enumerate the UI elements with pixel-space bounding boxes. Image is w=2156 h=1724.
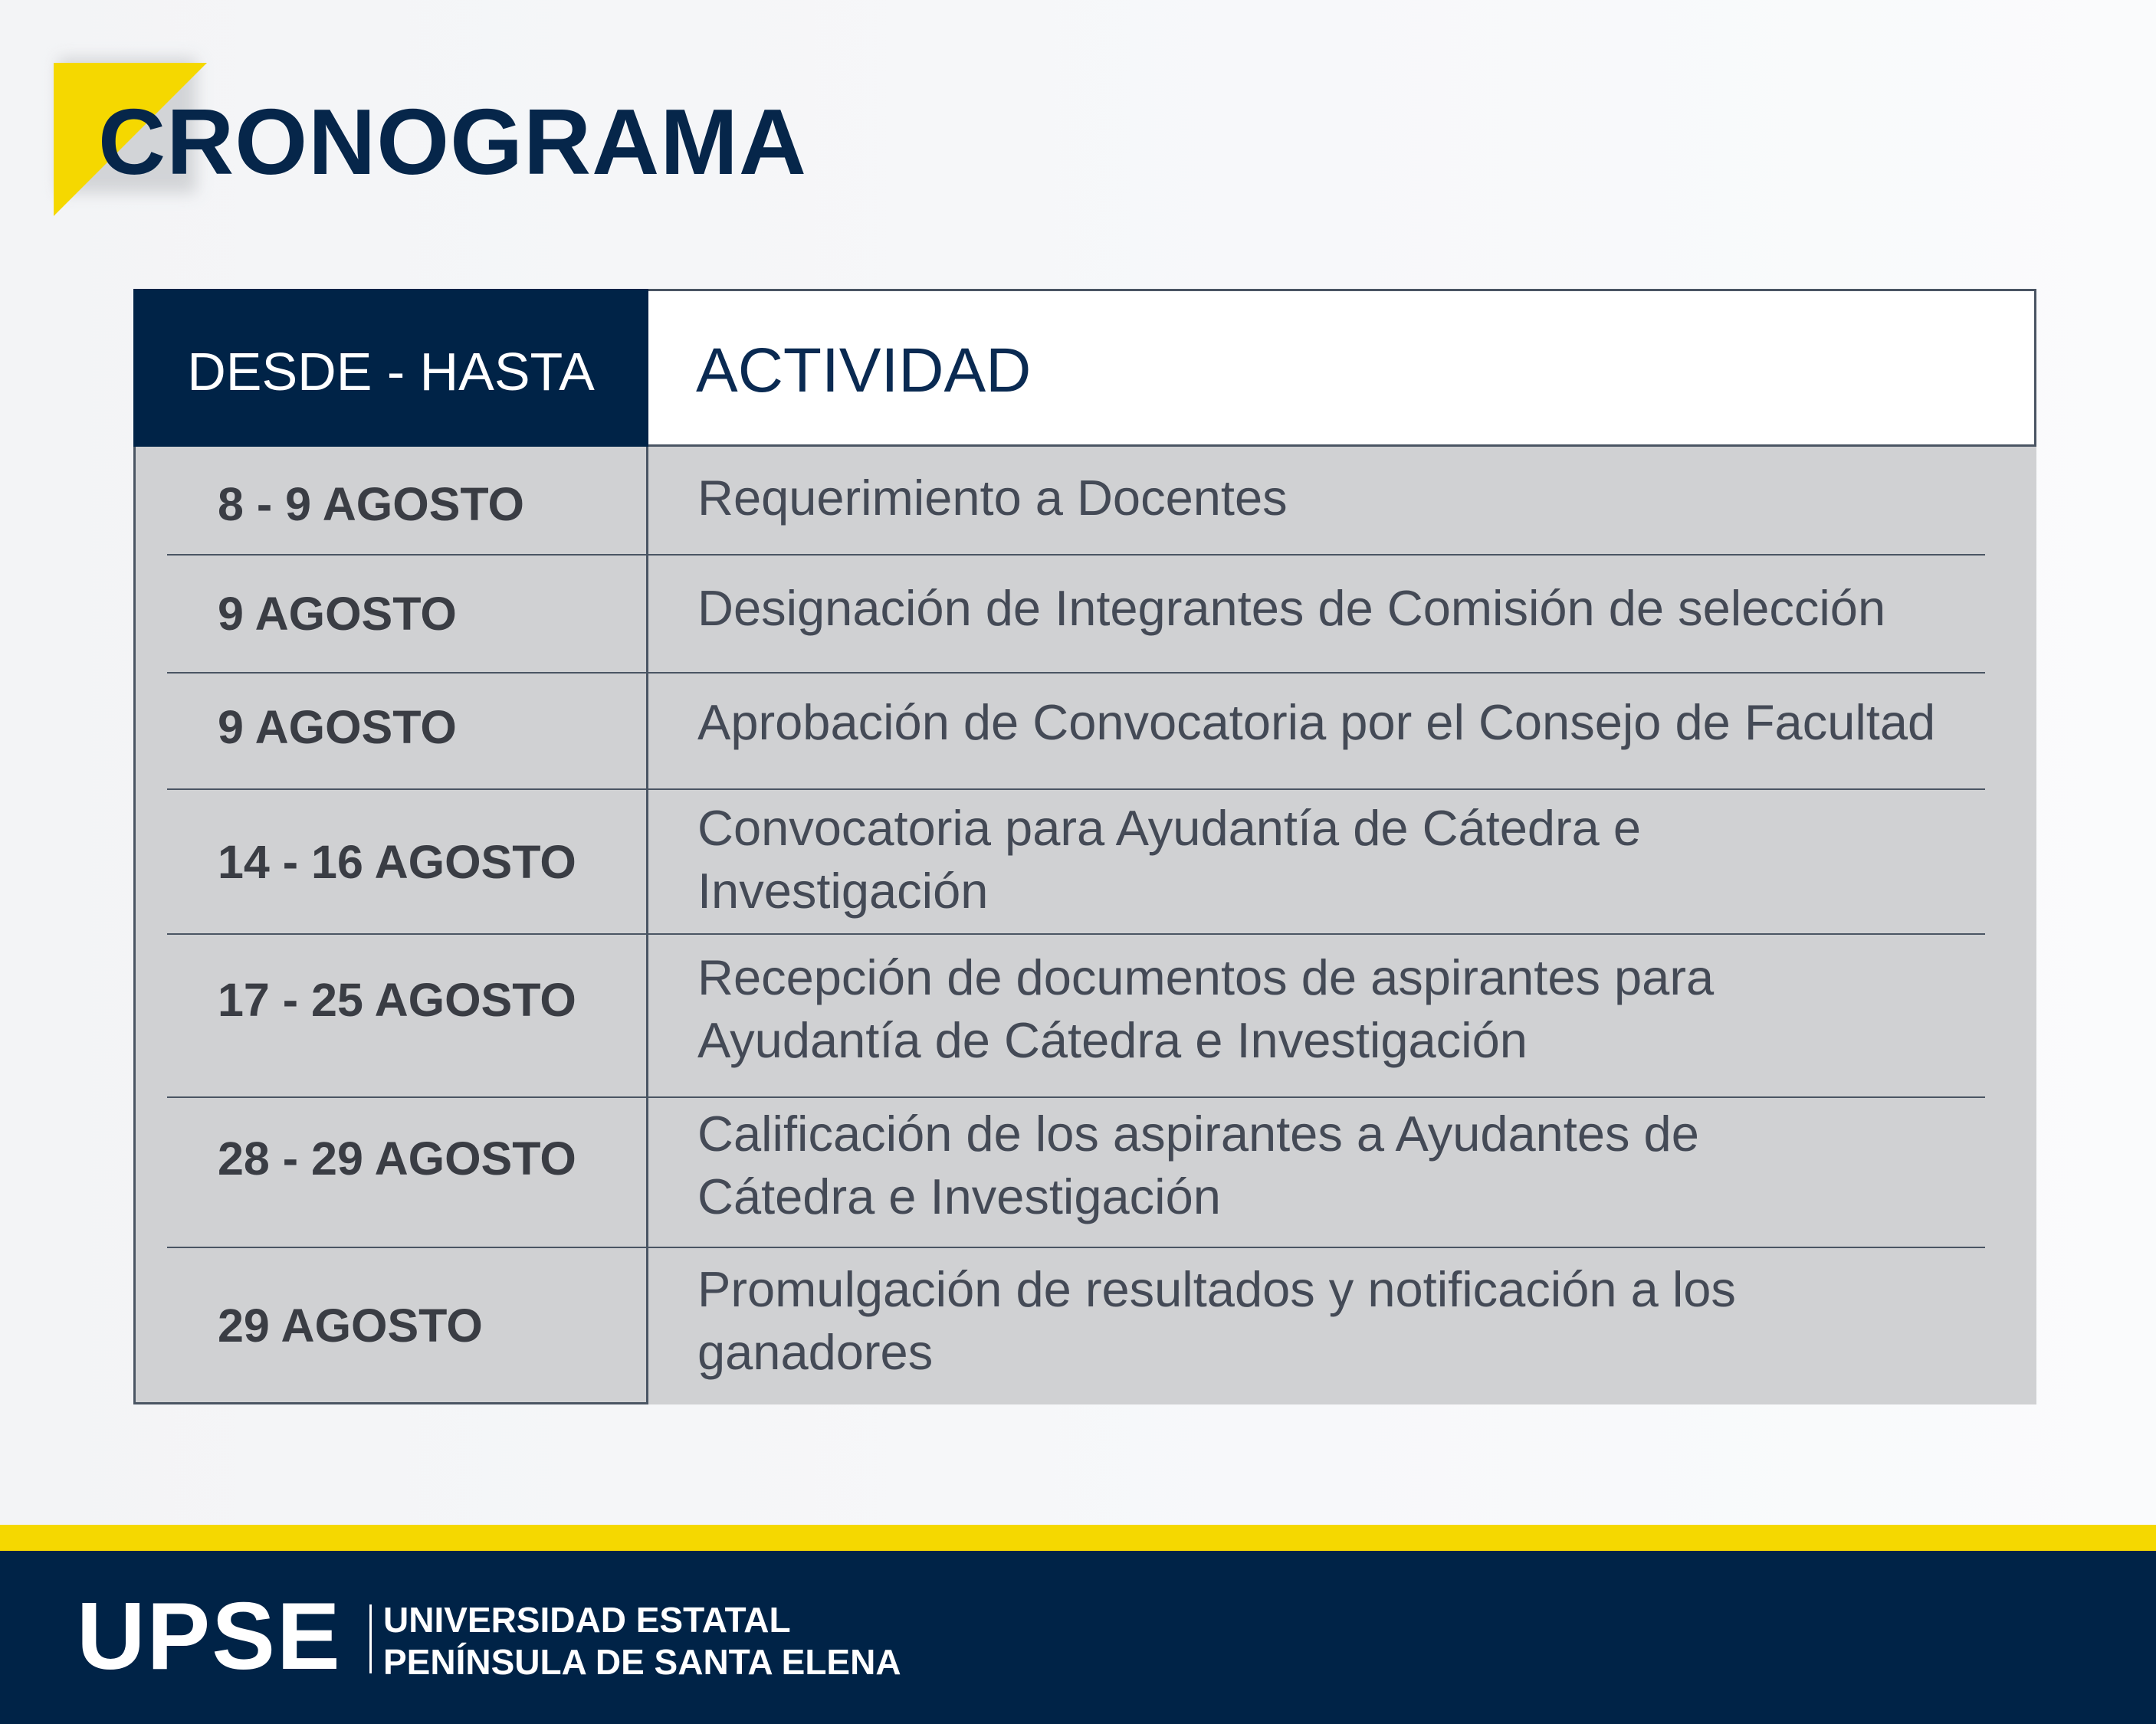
table-row-date: 9 AGOSTO	[218, 588, 457, 640]
row-divider	[167, 554, 1985, 556]
upse-logo: UPSE	[77, 1584, 342, 1690]
row-divider	[167, 933, 1985, 935]
row-divider	[167, 1247, 1985, 1248]
table-row-activity: Calificación de los aspirantes a Ayudantes de Cátedra e Investigación	[697, 1106, 1699, 1224]
table-row-activity: Requerimiento a Docentes	[697, 470, 1288, 526]
header-activity-label: ACTIVIDAD	[696, 336, 1032, 405]
table-row-activity: Promulgación de resultados y notificación a los ganadores	[697, 1261, 1736, 1380]
row-divider	[167, 788, 1985, 790]
table-row-date: 9 AGOSTO	[218, 701, 457, 753]
header-activity-cell	[648, 289, 2036, 447]
university-name-line1: UNIVERSIDAD ESTATAL	[383, 1600, 791, 1640]
header-date-range-label: DESDE - HASTA	[187, 342, 595, 402]
row-divider	[167, 672, 1985, 674]
table-row-activity: Convocatoria para Ayudantía de Cátedra e Investigación	[697, 800, 1642, 919]
schedule-table	[133, 289, 2036, 1404]
table-row-activity: Designación de Integrantes de Comisión de selección	[697, 580, 1886, 636]
logo-divider	[369, 1604, 372, 1673]
row-divider	[167, 1096, 1985, 1098]
footer-yellow-stripe	[0, 1525, 2156, 1551]
table-row-date: 8 - 9 AGOSTO	[218, 478, 524, 530]
header-date-range-cell	[133, 289, 648, 447]
table-row-activity: Recepción de documentos de aspirantes para Ayudantía de Cátedra e Investigación	[697, 949, 1715, 1068]
table-row-activity: Aprobación de Convocatoria por el Consejo de Facultad	[697, 694, 1936, 750]
table-row-date: 17 - 25 AGOSTO	[218, 974, 576, 1026]
university-name-line2: PENÍNSULA DE SANTA ELENA	[383, 1642, 901, 1682]
page-title: CRONOGRAMA	[98, 90, 807, 194]
table-row-date: 14 - 16 AGOSTO	[218, 836, 576, 888]
table-row-date: 29 AGOSTO	[218, 1300, 483, 1352]
table-row-date: 28 - 29 AGOSTO	[218, 1132, 576, 1185]
